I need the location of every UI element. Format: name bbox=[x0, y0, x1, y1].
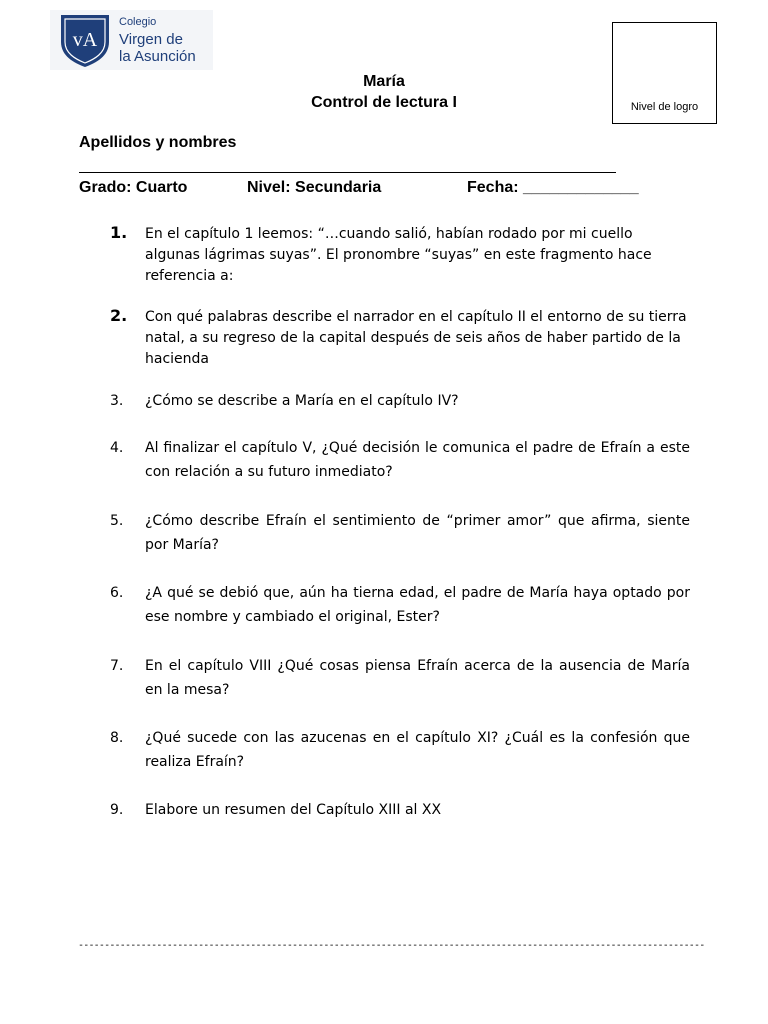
question-9 bbox=[110, 798, 690, 822]
question-number: 4. bbox=[110, 440, 124, 456]
logo-small-text: Colegio bbox=[119, 16, 157, 28]
shield-icon bbox=[58, 12, 112, 68]
logo-line-1: Virgen de bbox=[119, 31, 183, 48]
question-3 bbox=[110, 391, 690, 412]
question-2 bbox=[110, 307, 690, 370]
question-7 bbox=[110, 654, 690, 702]
question-1 bbox=[110, 224, 690, 287]
question-number: 7. bbox=[110, 658, 124, 674]
question-number: 1. bbox=[110, 223, 128, 242]
question-number: 6. bbox=[110, 585, 124, 601]
question-number: 3. bbox=[110, 393, 124, 409]
grade-field: Grado: Cuarto bbox=[79, 179, 188, 196]
question-text: ¿A qué se debió que, aún ha tierna edad, el padre de María haya optado por ese nombre y cambiado el original, Ester? bbox=[145, 585, 690, 625]
question-8 bbox=[110, 726, 690, 774]
level-field: Nivel: Secundaria bbox=[247, 179, 382, 196]
question-number: 8. bbox=[110, 730, 124, 746]
question-text: Con qué palabras describe el narrador en el capítulo II el entorno de su tierra natal, a su regreso de la capital después de seis años de haber partido de la hacienda bbox=[145, 309, 687, 367]
question-text: Elabore un resumen del Capítulo XIII al XX bbox=[145, 802, 442, 818]
question-number: 9. bbox=[110, 802, 124, 818]
names-label: Apellidos y nombres bbox=[79, 134, 237, 151]
question-6 bbox=[110, 581, 690, 629]
svg-text:vA: vA bbox=[72, 29, 98, 51]
document-title: María bbox=[363, 73, 405, 90]
question-text: En el capítulo 1 leemos: “…cuando salió, habían rodado por mi cuello algunas lágrimas suyas”. El pronombre “suyas” en este fragmento hace referencia a: bbox=[145, 226, 652, 284]
logo-wordmark bbox=[119, 17, 196, 65]
question-text: ¿Cómo se describe a María en el capítulo IV? bbox=[145, 393, 459, 409]
date-field[interactable]: Fecha: _____________ bbox=[467, 179, 639, 196]
logo-line-2: la Asunción bbox=[119, 48, 196, 65]
school-logo bbox=[50, 10, 213, 70]
question-number: 2. bbox=[110, 306, 128, 325]
cut-line: ------------------------------------------------------------------------------------------------------------------------ bbox=[78, 940, 705, 951]
question-text: ¿Cómo describe Efraín el sentimiento de “primer amor” que afirma, siente por María? bbox=[145, 513, 690, 553]
question-text: En el capítulo VIII ¿Qué cosas piensa Efraín acerca de la ausencia de María en la mesa? bbox=[145, 658, 690, 698]
grade-box-label: Nivel de logro bbox=[630, 101, 699, 113]
document-subtitle: Control de lectura I bbox=[311, 94, 457, 111]
names-line[interactable] bbox=[79, 172, 616, 173]
question-number: 5. bbox=[110, 513, 124, 529]
question-5 bbox=[110, 509, 690, 557]
question-4 bbox=[110, 436, 690, 484]
question-text: ¿Qué sucede con las azucenas en el capítulo XI? ¿Cuál es la confesión que realiza Efraín? bbox=[145, 730, 690, 770]
question-text: Al finalizar el capítulo V, ¿Qué decisión le comunica el padre de Efraín a este con relación a su futuro inmediato? bbox=[145, 440, 690, 480]
